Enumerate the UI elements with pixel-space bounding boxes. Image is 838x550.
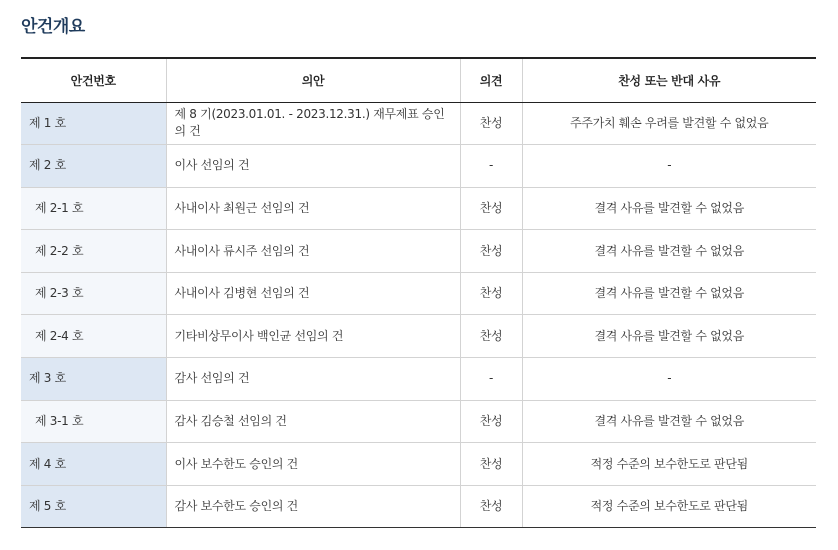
header-opinion: 의견: [460, 58, 522, 102]
reason-cell: 결격 사유를 발견할 수 없었음: [522, 230, 816, 273]
header-agenda-number: 안건번호: [21, 58, 166, 102]
agenda-number-cell: 제 3 호: [21, 358, 166, 401]
reason-cell: -: [522, 145, 816, 188]
agenda-title-cell: 감사 선임의 건: [166, 358, 460, 401]
header-agenda: 의안: [166, 58, 460, 102]
opinion-cell: 찬성: [460, 102, 522, 145]
reason-cell: -: [522, 358, 816, 401]
table-row: [21, 443, 816, 486]
opinion-cell: 찬성: [460, 485, 522, 528]
agenda-number-cell: 제 5 호: [21, 485, 166, 528]
agenda-number-cell: 제 2-3 호: [21, 272, 166, 315]
reason-cell: 결격 사유를 발견할 수 없었음: [522, 187, 816, 230]
reason-cell: 결격 사유를 발견할 수 없었음: [522, 400, 816, 443]
agenda-title-cell: 기타비상무이사 백인균 선임의 건: [166, 315, 460, 358]
header-reason: 찬성 또는 반대 사유: [522, 58, 816, 102]
table-row: [21, 272, 816, 315]
agenda-title-cell: 이사 보수한도 승인의 건: [166, 443, 460, 486]
section-title: 안건개요: [21, 17, 85, 37]
agenda-title-cell: 감사 김승철 선임의 건: [166, 400, 460, 443]
agenda-title-cell: 사내이사 류시주 선임의 건: [166, 230, 460, 273]
agenda-title-cell: 사내이사 김병현 선임의 건: [166, 272, 460, 315]
agenda-number-cell: 제 2 호: [21, 145, 166, 188]
opinion-cell: 찬성: [460, 400, 522, 443]
agenda-number-cell: 제 1 호: [21, 102, 166, 145]
table-row: [21, 358, 816, 401]
agenda-number-cell: 제 2-4 호: [21, 315, 166, 358]
table-header-row: [21, 58, 816, 102]
table-row: [21, 145, 816, 188]
reason-cell: 결격 사유를 발견할 수 없었음: [522, 272, 816, 315]
table-row: [21, 400, 816, 443]
opinion-cell: 찬성: [460, 187, 522, 230]
table-row: [21, 230, 816, 273]
agenda-number-cell: 제 2-2 호: [21, 230, 166, 273]
reason-cell: 주주가치 훼손 우려를 발견할 수 없었음: [522, 102, 816, 145]
agenda-title-cell: 제 8 기(2023.01.01. - 2023.12.31.) 재무제표 승인의 건: [166, 102, 460, 145]
opinion-cell: -: [460, 145, 522, 188]
table-row: [21, 485, 816, 528]
table-row: [21, 315, 816, 358]
opinion-cell: -: [460, 358, 522, 401]
opinion-cell: 찬성: [460, 230, 522, 273]
agenda-number-cell: 제 3-1 호: [21, 400, 166, 443]
table-row: [21, 102, 816, 145]
agenda-title-cell: 감사 보수한도 승인의 건: [166, 485, 460, 528]
agenda-number-cell: 제 4 호: [21, 443, 166, 486]
agenda-title-cell: 이사 선임의 건: [166, 145, 460, 188]
table-row: [21, 187, 816, 230]
opinion-cell: 찬성: [460, 315, 522, 358]
reason-cell: 결격 사유를 발견할 수 없었음: [522, 315, 816, 358]
agenda-title-cell: 사내이사 최원근 선임의 건: [166, 187, 460, 230]
reason-cell: 적정 수준의 보수한도로 판단됨: [522, 485, 816, 528]
agenda-number-cell: 제 2-1 호: [21, 187, 166, 230]
opinion-cell: 찬성: [460, 272, 522, 315]
reason-cell: 적정 수준의 보수한도로 판단됨: [522, 443, 816, 486]
opinion-cell: 찬성: [460, 443, 522, 486]
agenda-table: [21, 57, 816, 528]
